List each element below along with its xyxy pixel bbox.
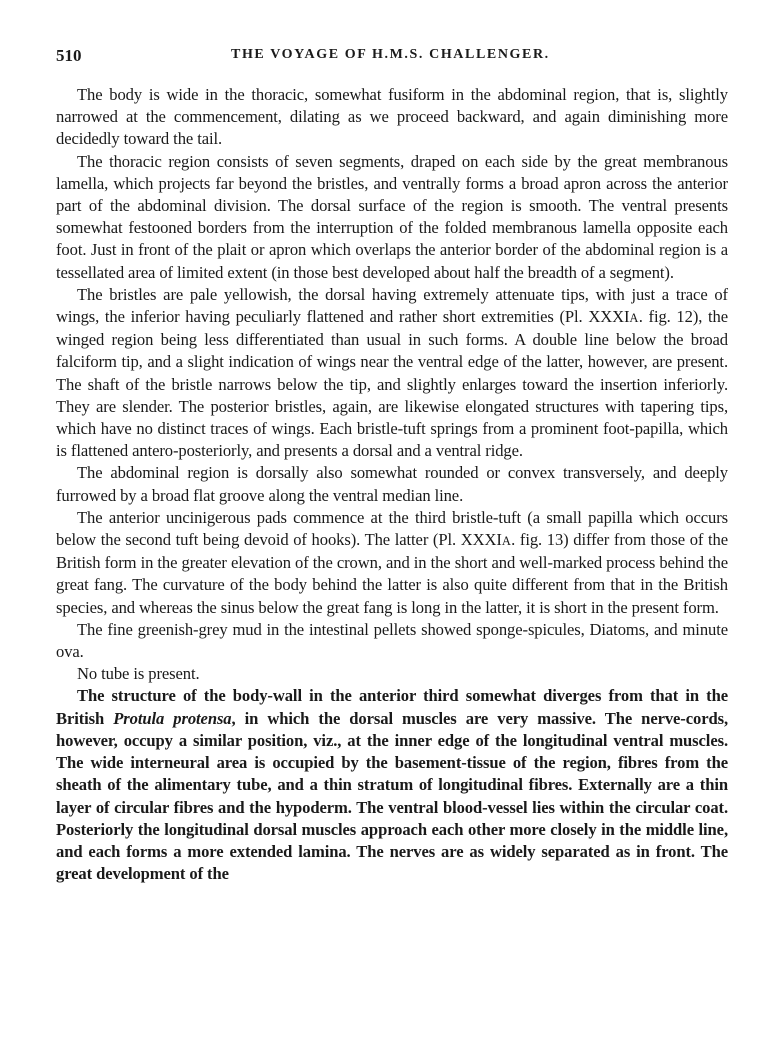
paragraph-uncinigerous-pads (56, 507, 728, 619)
paragraph-pads-text-a: The anterior uncinigerous pads commence at the third bristle-tuft (a small papilla which occurs below the second tuft being devoid of hooks). The latter (Pl. XXXI (56, 507, 728, 550)
paragraph-body-wall-text-a: The structure of the body-wall in the anterior third somewhat diverges from that in the British (56, 686, 728, 728)
paragraph-thoracic-region: The thoracic region consists of seven segments, draped on each side by the great membranous lamella, which projects far beyond the bristles, and ventrally forms a broad apron across the anterior part of the abdominal division. The dorsal surface of the region is smooth. The ventral presents somewhat festooned borders from the interruption of the folded membranous lamella opposite each foot. Just in front of the plait or apron which overlaps the anterior border of the abdominal region is a tessellated area of limited extent (in those best developed about half the breadth of a segment). (56, 151, 728, 282)
plate-suffix: A (501, 534, 512, 549)
paragraph-pads-text-b: . fig. 13) differ from those of the British form in the greater elevation of the crown, and in the short and well-marked process behind the great fang. The curvature of the body behind the latter is also quite different from that in the British species, and whereas the sinus below the great fang is long in the latter, it is short in the present form. (56, 530, 728, 617)
page-header (56, 46, 728, 70)
running-title: THE VOYAGE OF H.M.S. CHALLENGER. (231, 47, 550, 62)
paragraph-intestinal-mud: The fine greenish-grey mud in the intestinal pellets showed sponge-spicules, Diatoms, and minute ova. (56, 619, 728, 662)
paragraph-abdominal-region: The abdominal region is dorsally also somewhat rounded or convex transversely, and deeply furrowed by a broad flat groove along the ventral median line. (56, 463, 728, 505)
paragraph-body-wall (56, 685, 728, 885)
book-page (56, 46, 728, 885)
paragraph-bristles-text-b: . fig. 12), the winged region being less differentiated than usual in such forms. A double line below the broad falciform tip, and a slight indication of wings near the ventral edge of the latter, however, are present. The shaft of the bristle narrows below the tip, and slightly enlarges toward the insertion inferiorly. They are slender. The posterior bristles, again, are likewise elongated structures with tapering tips, which have no distinct traces of wings. Each bristle-tuft springs from a prominent foot-papilla, which is flattened antero-posteriorly, and presents a dorsal and a ventral ridge. (56, 307, 728, 461)
body-text (56, 84, 728, 885)
page-number: 510 (56, 46, 82, 65)
paragraph-no-tube: No tube is present. (77, 664, 200, 684)
species-name: Protula protensa (113, 708, 232, 728)
paragraph-bristles (56, 284, 728, 463)
paragraph-body-shape: The body is wide in the thoracic, somewhat fusiform in the abdominal region, that is, slightly narrowed at the commencement, dilating as we proceed backward, and again diminishing more decidedly toward the tail. (56, 85, 728, 149)
paragraph-body-wall-text-b: , in which the dorsal muscles are very massive. The nerve-cords, however, occupy a similar position, viz., at the inner edge of the longitudinal ventral muscles. The wide interneural area is occupied by the basement-tissue of the region, fibres from the sheath of the alimentary tube, and a thin stratum of longitudinal fibres. Externally are a thin layer of circular fibres and the hypoderm. The ventral blood-vessel lies within the circular coat. Posteriorly the longitudinal dorsal muscles approach each other more closely in the middle line, and each forms a more extended lamina. The nerves are as widely separated as in front. The great development of the (56, 708, 728, 884)
paragraph-bristles-text-a: The bristles are pale yellowish, the dorsal having extremely attenuate tips, with just a trace of wings, the inferior having peculiarly flattened and rather short extremities (Pl. XXXI (56, 284, 728, 327)
plate-suffix: A (629, 311, 639, 326)
